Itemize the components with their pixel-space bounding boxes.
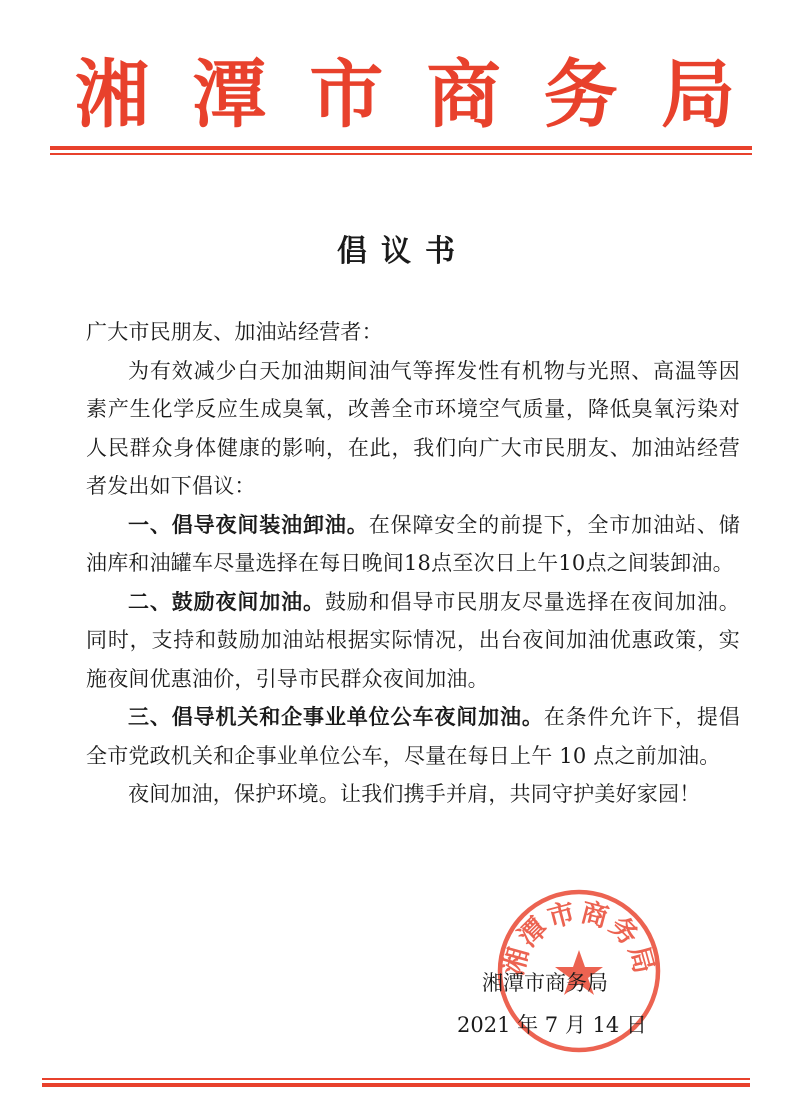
letterhead-char: 局 [660, 52, 735, 138]
intro-paragraph: 为有效减少白天加油期间油气等挥发性有机物与光照、高温等因素产生化学反应生成臭氧，改善全市环境空气质量，降低臭氧污染对人民群众身体健康的影响，在此，我们向广大市民朋友、加油站经营者发出如下倡议： [86, 358, 740, 498]
header-rule-thin [50, 153, 752, 155]
header-rule-thick [50, 146, 752, 150]
letterhead-char: 市 [309, 52, 384, 138]
proposal-heading: 三、倡导机关和企事业单位公车夜间加油。 [128, 704, 544, 729]
letterhead-char: 商 [426, 52, 501, 138]
footer-rule-thin [42, 1078, 750, 1080]
proposal-text: 在条件允许下，提倡全市党政机关和企事业单位公车，尽量在每日上午 10 点之前加油。 [86, 705, 740, 768]
proposal-item-1 [86, 506, 740, 583]
proposal-item-3 [86, 698, 740, 775]
salutation: 广大市民朋友、加油站经营者： [86, 320, 383, 344]
proposal-item-2 [86, 583, 740, 699]
proposal-text: 在保障安全的前提下，全市加油站、储油库和油罐车尽量选择在每日晚间18点至次日上午10点之间装卸油。 [86, 512, 740, 575]
letterhead-char: 湘 [75, 52, 149, 138]
document-title: 倡议书 [337, 234, 469, 269]
signature-date: 2021 年 7 月 14 日 [457, 1013, 647, 1037]
letterhead-char: 潭 [192, 52, 267, 138]
letterhead-title [75, 52, 735, 138]
closing-paragraph: 夜间加油，保护环境。让我们携手并肩，共同守护美好家园！ [128, 782, 701, 806]
proposal-text: 鼓励和倡导市民朋友尽量选择在夜间加油。同时，支持和鼓励加油站根据实际情况，出台夜间加油优惠政策，实施夜间优惠油价，引导市民群众夜间加油。 [86, 589, 740, 691]
proposal-heading: 一、倡导夜间装油卸油。 [128, 511, 369, 537]
seal-text: 湘潭市商务局 [498, 896, 660, 979]
letterhead-char: 务 [543, 52, 618, 138]
document-body [86, 313, 740, 814]
signature-org: 湘潭市商务局 [482, 971, 608, 995]
footer-rule-thick [42, 1083, 750, 1087]
proposal-heading: 二、鼓励夜间加油。 [128, 588, 325, 614]
